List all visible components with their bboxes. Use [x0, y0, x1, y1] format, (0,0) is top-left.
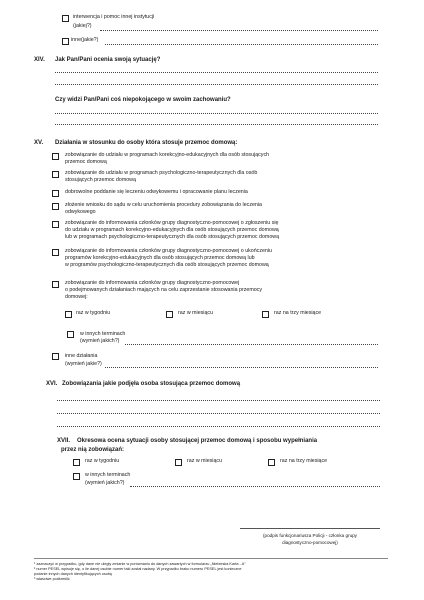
eval-freq-monthly-label: raz w miesiącu [187, 458, 223, 464]
section-17-number: XVII. [57, 438, 71, 444]
eval-other-terms-label-2: (wymień jakich?) [85, 480, 125, 486]
footnote-1: ¹ zaznaczyć w przypadku, gdy dane nie uległy zmianie w porównaniu do danych zawartych w formularzu „Niebieska Karta - A” [34, 562, 246, 566]
action-2-checkbox[interactable] [52, 171, 59, 178]
action-5-line-2: do udziału w programach korekcyjno-edukacyjnych dla osób stosujących przemoc domową [65, 227, 279, 233]
section-16-title: Zobowiązania jakie podjęła osoba stosująca przemoc domową [62, 381, 241, 387]
intervention-label: interwencja i pomoc innej instytucji [73, 14, 155, 20]
signature-line[interactable] [240, 528, 380, 529]
action-7-line-3: domowej: [65, 294, 88, 300]
section-14-answer-line-2[interactable] [55, 84, 378, 85]
action-5-line-3: lub w programach psychologiczno-terapeutycznych dla osób stosujących przemoc domową [65, 234, 280, 240]
other-intervention-line[interactable] [105, 44, 378, 45]
section-14-answer-line-4[interactable] [55, 124, 378, 125]
eval-other-terms-label-1: w innych terminach [85, 472, 131, 478]
other-actions-label-1: inne działania [65, 353, 98, 359]
action-4-line-2: odwykowego [65, 209, 96, 215]
footnote-2-line-1: ² numer PESEL wpisuje się, o ile danej osobie numer taki został nadany. W przypadku braku numeru PESEL jest konieczne [34, 567, 242, 571]
action-5-checkbox[interactable] [52, 221, 59, 228]
freq-monthly-label: raz w miesiącu [178, 310, 214, 316]
freq-weekly-label: raz w tygodniu [76, 310, 111, 316]
action-2-line-2: stosujących przemoc domową [65, 177, 136, 183]
footnote-2-line-2: podanie innych danych identyfikujących osobę [34, 572, 113, 576]
other-actions-label-2: (wymień jakie?) [65, 361, 102, 367]
action-6-line-1: zobowiązanie do informowania członków grupy diagnostyczno-pomocowej o ukończeniu [65, 248, 272, 254]
other-terms-answer-line[interactable] [125, 344, 378, 345]
eval-other-terms-answer-line[interactable] [130, 486, 380, 487]
freq-monthly-checkbox[interactable] [166, 311, 173, 318]
action-7-checkbox[interactable] [52, 281, 59, 288]
other-intervention-label: inne(jakie?) [71, 37, 99, 43]
section-17-title-1: Okresowa ocena sytuacji osoby stosującej przemoc domową i sposobu wypełniania [77, 438, 318, 444]
intervention-checkbox[interactable] [62, 15, 69, 22]
footnote-3: ³ właściwe podkreślić [34, 577, 70, 581]
freq-quarterly-label: raz na trzy miesiące [274, 310, 322, 316]
eval-freq-weekly-label: raz w tygodniu [85, 458, 120, 464]
action-6-line-2: programów korekcyjno-edukacyjnych dla osób stosujących przemoc domową lub [65, 255, 255, 261]
action-1-line-2: przemoc domową [65, 159, 107, 165]
eval-freq-quarterly-label: raz na trzy miesiące [280, 458, 328, 464]
other-terms-label-2: (wymień jakich?) [80, 338, 120, 344]
action-4-checkbox[interactable] [52, 203, 59, 210]
other-terms-label-1: w innych terminach [80, 331, 126, 337]
intervention-answer-line[interactable] [100, 30, 378, 31]
eval-freq-monthly-checkbox[interactable] [175, 459, 182, 466]
section-14-answer-line-1[interactable] [55, 72, 378, 73]
section-16-answer-line-3[interactable] [57, 426, 380, 427]
footnote-separator [34, 558, 388, 559]
intervention-which-label: (jakiej?) [73, 23, 92, 29]
eval-other-terms-checkbox[interactable] [73, 473, 80, 480]
section-14-answer-line-3[interactable] [55, 113, 378, 114]
eval-freq-weekly-checkbox[interactable] [73, 459, 80, 466]
action-1-checkbox[interactable] [52, 153, 59, 160]
action-6-line-3: w programów psychologiczno-terapeutycznych dla osób stosujących przemoc domową [65, 262, 269, 268]
section-17-title-2: przez nią zobowiązań: [61, 447, 125, 453]
action-3-line-1: dobrowolne poddanie się leczeniu odwykowemu i opracowanie planu leczenia [65, 189, 248, 195]
action-1-line-1: zobowiązanie do udziału w programach korekcyjno-edukacyjnych dla osób stosujących [65, 152, 270, 158]
other-terms-checkbox[interactable] [67, 331, 74, 338]
signature-caption-2: diagnostyczno-pomocowej) [282, 540, 338, 545]
section-14-title: Jak Pan/Pani ocenia swoją sytuację? [55, 57, 161, 63]
action-4-line-1: złożenie wniosku do sądu w celu uruchomienia procedury zobowiązania do leczenia [65, 202, 262, 208]
eval-freq-quarterly-checkbox[interactable] [268, 459, 275, 466]
other-intervention-checkbox[interactable] [62, 38, 69, 45]
section-15-title: Działania w stosunku do osoby która stosuje przemoc domową: [55, 140, 238, 146]
other-actions-answer-line[interactable] [105, 367, 378, 368]
section-16-number: XVI. [46, 381, 58, 387]
freq-weekly-checkbox[interactable] [65, 311, 72, 318]
signature-caption-1: (podpis funkcjonariusza Policji - członka grupy [263, 533, 357, 538]
section-16-answer-line-1[interactable] [57, 400, 380, 401]
action-5-line-1: zobowiązanie do informowania członków grupy diagnostyczno-pomocowej o zgłoszeniu się [65, 220, 279, 226]
other-actions-checkbox[interactable] [52, 353, 59, 360]
action-6-checkbox[interactable] [52, 249, 59, 256]
section-14-number: XIV. [34, 57, 45, 63]
section-14-question-2: Czy widzi Pan/Pani coś niepokojącego w swoim zachowaniu? [55, 97, 231, 103]
action-3-checkbox[interactable] [52, 190, 59, 197]
action-7-line-1: zobowiązanie do informowania członków grupy diagnostyczno-pomocowej [65, 280, 240, 286]
action-2-line-1: zobowiązanie do udziału w programach psychologiczno-terapeutycznych dla osób [65, 170, 258, 176]
action-7-line-2: o podejmowanych działaniach mających na celu zaprzestanie stosowania przemocy [65, 287, 262, 293]
section-15-number: XV. [34, 140, 44, 146]
freq-quarterly-checkbox[interactable] [262, 311, 269, 318]
section-16-answer-line-2[interactable] [57, 413, 380, 414]
